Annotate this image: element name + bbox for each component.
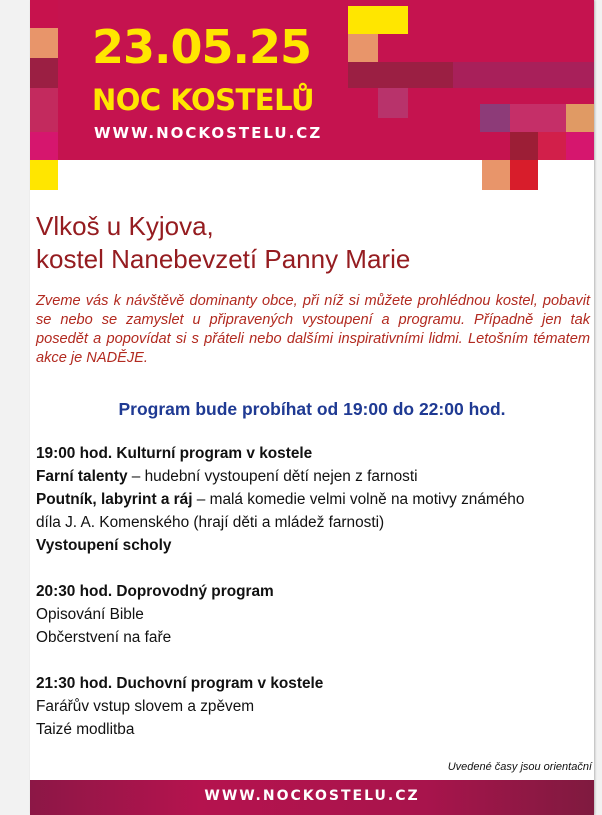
program-item [36,695,586,718]
mosaic-tile [30,160,58,190]
item-desc: Taizé modlitba [36,721,135,738]
program-section [36,580,586,649]
mosaic-tile [510,104,566,132]
mosaic-tile [453,62,594,88]
item-name: Vystoupení scholy [36,537,172,554]
program-item [36,626,586,649]
item-desc: Farářův vstup slovem a zpěvem [36,698,255,715]
program-item [36,488,586,511]
program-section [36,672,586,741]
program-item [36,511,586,534]
program-item [36,534,586,557]
mosaic-tile [348,6,408,34]
mosaic-tile [30,58,58,88]
item-name: Farní talenty [36,468,128,485]
title-line-2: kostel Nanebevzetí Panny Marie [36,244,411,274]
times-note: Uvedené časy jsou orientační [447,761,592,773]
poster-page [30,0,594,815]
intro-paragraph: Zveme vás k návštěvě dominanty obce, při níž si můžete prohlédnou kostel, pobavit se nebo se zamyslet u připravených vystoupení a programu. Případně jen tak posedět a popovídat si s přáteli nebo dalšími inspirativními lidmi. Letošním tématem akce je NADĚJE. [36,293,590,366]
website-link-top[interactable]: WWW.NOCKOSTELU.CZ [94,124,323,142]
mosaic-tile [30,28,58,58]
program-item [36,718,586,741]
mosaic-tile [30,0,58,28]
title-line-1: Vlkoš u Kyjova, [36,211,214,241]
item-desc: Občerstvení na faře [36,629,172,646]
mosaic-tile [30,132,58,160]
mosaic-tile [482,160,510,190]
section-heading: 20:30 hod. Doprovodný program [36,583,274,600]
program-time: Program bude probíhat od 19:00 do 22:00 hod. [118,399,506,419]
section-heading: 19:00 hod. Kulturní program v kostele [36,445,313,462]
mosaic-tile [538,132,566,160]
mosaic-tile [480,104,510,132]
event-date: 23.05.25 [92,20,311,74]
item-desc: díla J. A. Komenského (hrají děti a mládež farnosti) [36,514,385,531]
mosaic-tile [510,132,538,160]
mosaic-tile [378,88,408,118]
website-link-bottom[interactable]: WWW.NOCKOSTELU.CZ [204,788,420,804]
program-section [36,442,586,557]
program-sections [36,442,586,764]
mosaic-tile [566,132,594,160]
section-heading: 21:30 hod. Duchovní program v kostele [36,675,324,692]
mosaic-tile [566,104,594,132]
event-name: NOC KOSTELŮ [92,83,315,117]
item-desc: – malá komedie velmi volně na motivy známého [192,491,525,508]
mosaic-tile [348,62,453,88]
program-item [36,465,586,488]
item-name: Poutník, labyrint a ráj [36,491,193,508]
mosaic-tile [510,160,538,190]
item-desc: – hudební vystoupení dětí nejen z farnosti [127,468,418,485]
page-title [36,210,596,276]
footer-bar [30,780,594,815]
header-banner [30,0,594,190]
program-item [36,603,586,626]
mosaic-tile [30,88,58,132]
mosaic-tile [348,34,378,62]
item-desc: Opisování Bible [36,606,144,623]
